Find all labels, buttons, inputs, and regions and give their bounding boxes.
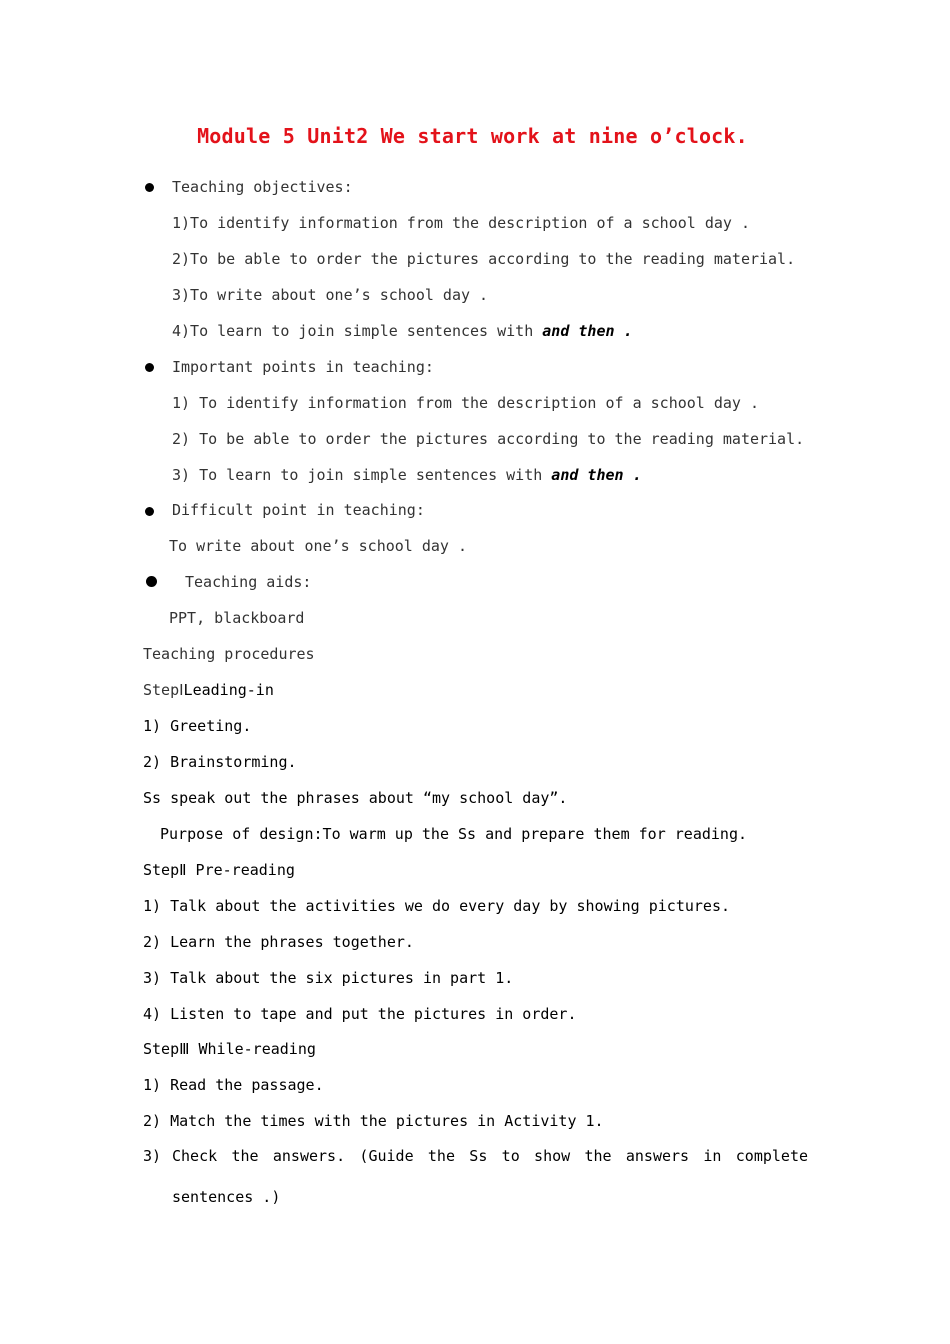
emphasis-text: and then . bbox=[542, 322, 633, 340]
aids-text: PPT, blackboard bbox=[169, 609, 305, 627]
step1-label: Leading-in bbox=[183, 681, 274, 699]
difficult-heading: Difficult point in teaching: bbox=[172, 501, 425, 519]
important-item: 2) To be able to order the pictures according to the reading material. bbox=[172, 430, 805, 448]
bullet-icon bbox=[145, 363, 154, 372]
step2-item: 2) Learn the phrases together. bbox=[143, 933, 414, 951]
step1-purpose: Purpose of design:To warm up the Ss and prepare them for reading. bbox=[160, 825, 747, 843]
step3-item-3-continuation: sentences .) bbox=[172, 1188, 281, 1206]
important-heading: Important points in teaching: bbox=[172, 358, 434, 376]
important-item: 1) To identify information from the description of a school day . bbox=[172, 394, 759, 412]
objective-item bbox=[172, 321, 633, 341]
step2-item: 3) Talk about the six pictures in part 1. bbox=[143, 969, 514, 987]
bullet-icon bbox=[146, 576, 157, 587]
step3-item: 1) Read the passage. bbox=[143, 1076, 324, 1094]
step1-line: Ss speak out the phrases about “my school day”. bbox=[143, 789, 568, 807]
aids-heading: Teaching aids: bbox=[185, 573, 312, 591]
procedures-heading: Teaching procedures bbox=[143, 645, 315, 663]
emphasis-text: and then . bbox=[551, 466, 642, 484]
step1-heading bbox=[143, 680, 274, 700]
page-title: Module 5 Unit2 We start work at nine o’clock. bbox=[197, 124, 748, 148]
step3-item-3-number: 3) bbox=[143, 1147, 162, 1165]
important-item bbox=[172, 465, 642, 485]
step3-heading: StepⅢ While-reading bbox=[143, 1040, 316, 1058]
important-item-text: 3) To learn to join simple sentences with bbox=[172, 466, 552, 484]
objective-item: 2)To be able to order the pictures according to the reading material. bbox=[172, 250, 796, 268]
objectives-heading: Teaching objectives: bbox=[172, 178, 353, 196]
step2-heading: StepⅡ Pre-reading bbox=[143, 861, 295, 879]
step3-item: 2) Match the times with the pictures in Activity 1. bbox=[143, 1112, 604, 1130]
objective-item: 1)To identify information from the description of a school day . bbox=[172, 214, 750, 232]
objective-item: 3)To write about one’s school day . bbox=[172, 286, 489, 304]
bullet-icon bbox=[145, 507, 154, 516]
step2-item: 1) Talk about the activities we do every day by showing pictures. bbox=[143, 897, 730, 915]
step3-item-3-text: Check the answers. (Guide the Ss to show the answers in complete bbox=[172, 1147, 808, 1165]
step1-item: 1) Greeting. bbox=[143, 717, 252, 735]
difficult-text: To write about one’s school day . bbox=[169, 537, 468, 555]
objective-item-text: 4)To learn to join simple sentences with bbox=[172, 322, 543, 340]
step1-prefix: StepⅠ bbox=[143, 681, 184, 699]
step1-item: 2) Brainstorming. bbox=[143, 753, 297, 771]
bullet-icon bbox=[145, 183, 154, 192]
step2-item: 4) Listen to tape and put the pictures in order. bbox=[143, 1005, 577, 1023]
